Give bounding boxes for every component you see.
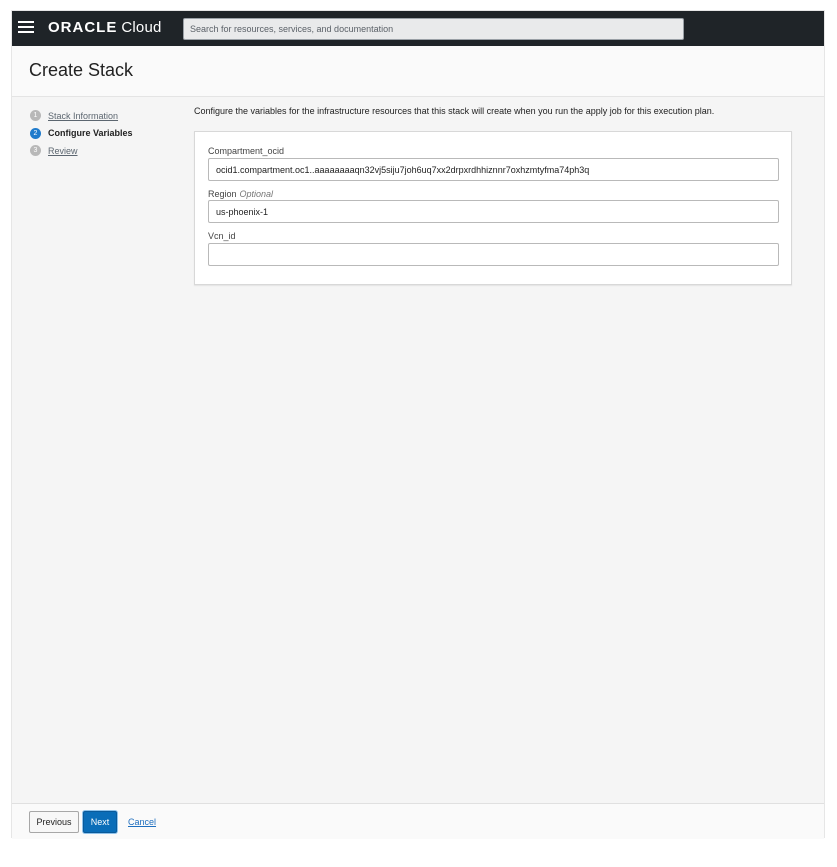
step-configure-variables xyxy=(30,125,133,143)
step-stack-information[interactable] xyxy=(30,107,133,125)
wizard-footer xyxy=(12,803,824,839)
field-label-text: Region xyxy=(208,189,237,199)
variables-form-card xyxy=(194,131,792,285)
next-button[interactable]: Next xyxy=(83,811,117,833)
brand-oracle: ORACLE xyxy=(48,19,118,36)
global-search-input[interactable] xyxy=(183,18,684,40)
step-number-badge: 3 xyxy=(30,145,41,156)
step-label[interactable]: Stack Information xyxy=(48,110,119,121)
optional-tag: Optional xyxy=(239,189,274,199)
compartment-ocid-input[interactable] xyxy=(208,158,779,181)
intro-text: Configure the variables for the infrastructure resources that this stack will create when you run the apply job for this execution plan. xyxy=(194,106,715,116)
cancel-link[interactable]: Cancel xyxy=(128,817,157,827)
oracle-cloud-logo[interactable] xyxy=(48,19,162,36)
step-review[interactable] xyxy=(30,142,133,160)
menu-icon[interactable] xyxy=(18,21,34,35)
step-label: Configure Variables xyxy=(48,128,133,139)
field-label-text: Vcn_id xyxy=(208,231,236,241)
field-label-text: Compartment_ocid xyxy=(208,146,285,156)
previous-button[interactable]: Previous xyxy=(29,811,79,833)
compartment-ocid-label xyxy=(208,146,284,156)
region-input[interactable] xyxy=(208,200,779,223)
page-title: Create Stack xyxy=(29,60,134,80)
vcn-id-input[interactable] xyxy=(208,243,779,266)
page-header xyxy=(12,46,824,97)
region-label xyxy=(208,189,273,199)
app-window xyxy=(11,10,825,838)
top-navigation-bar xyxy=(12,11,824,46)
brand-cloud: Cloud xyxy=(121,19,162,36)
vcn-id-label xyxy=(208,231,236,241)
step-label[interactable]: Review xyxy=(48,145,78,156)
step-number-badge: 1 xyxy=(30,110,41,121)
wizard-steps xyxy=(30,107,133,160)
step-number-badge: 2 xyxy=(30,128,41,139)
